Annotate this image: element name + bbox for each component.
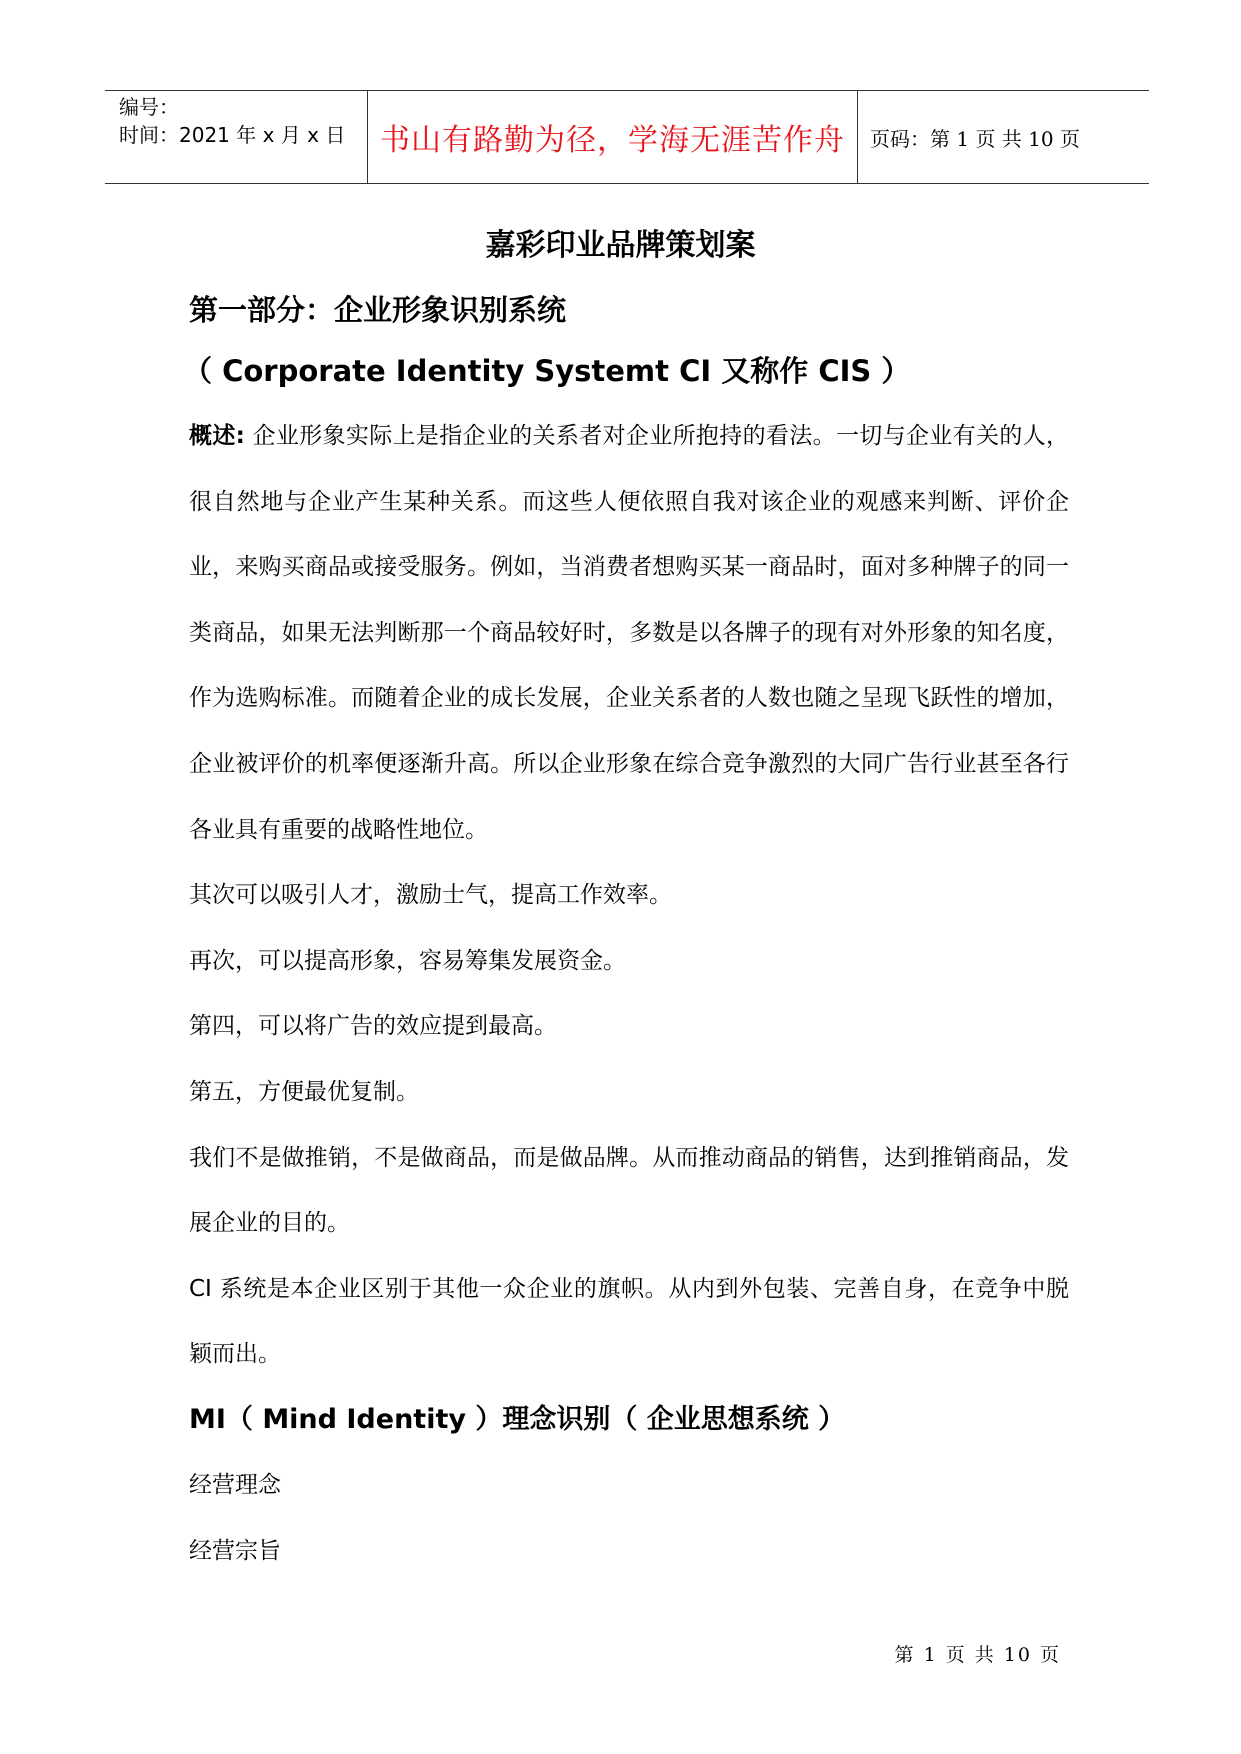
paragraph-4: 第四，可以将广告的效应提到最高。 bbox=[189, 1013, 557, 1040]
time-label: 时间：2021 年 x 月 x 日 bbox=[119, 123, 346, 147]
overview-paragraph bbox=[189, 404, 1069, 863]
page-footer: 第 1 页 共 10 页 bbox=[894, 1644, 1061, 1666]
overview-text: 企业形象实际上是指企业的关系者对企业所抱持的看法。一切与企业有关的人，很自然地与企业产生某种关系。而这些人便依照自我对该企业的观感来判断、评价企业，来购买商品或接受服务。例如，当消费者想购买某一商品时，面对多种牌子的同一类商品，如果无法判断那一个商品较好时，多数是以各牌子的现有对外形象的知名度，作为选购标准。而随着企业的成长发展，企业关系者的人数也随之呈现飞跃性的增加，企业被评价的机率便逐渐升高。所以企业形象在综合竞争激烈的大同广告行业甚至各行各业具有重要的战略性地位。 bbox=[189, 423, 1069, 843]
paragraph-7: CI 系统是本企业区别于其他一众企业的旗帜。从内到外包装、完善自身，在竞争中脱颖而出。 bbox=[189, 1275, 1069, 1368]
number-label: 编号： bbox=[119, 95, 179, 119]
list-item-2: 经营宗旨 bbox=[189, 1537, 281, 1564]
mi-heading: MI（ Mind Identity ）理念识别（ 企业思想系统 ） bbox=[189, 1403, 846, 1435]
paragraph-2: 其次可以吸引人才，激励士气，提高工作效率。 bbox=[189, 882, 672, 909]
list-item-1: 经营理念 bbox=[189, 1471, 281, 1498]
paragraph-3: 再次，可以提高形象，容易筹集发展资金。 bbox=[189, 947, 626, 974]
overview-label: 概述: bbox=[189, 423, 245, 449]
page-header bbox=[105, 90, 1149, 184]
paragraph-6: 我们不是做推销，不是做商品，而是做品牌。从而推动商品的销售，达到推销商品，发展企业的目的。 bbox=[189, 1144, 1069, 1237]
document-body bbox=[183, 290, 1069, 1584]
part-heading: 第一部分：企业形象识别系统 bbox=[189, 293, 567, 327]
header-page-info: 页码：第 1 页 共 10 页 bbox=[870, 126, 1080, 151]
part-subheading: （ Corporate Identity Systemt CI 又称作 CIS ） bbox=[183, 354, 911, 388]
header-meta-cell bbox=[105, 91, 368, 183]
paragraph-5: 第五，方便最优复制。 bbox=[189, 1078, 419, 1105]
header-motto: 书山有路勤为径，学海无涯苦作舟 bbox=[368, 91, 858, 183]
document-title: 嘉彩印业品牌策划案 bbox=[485, 228, 756, 263]
